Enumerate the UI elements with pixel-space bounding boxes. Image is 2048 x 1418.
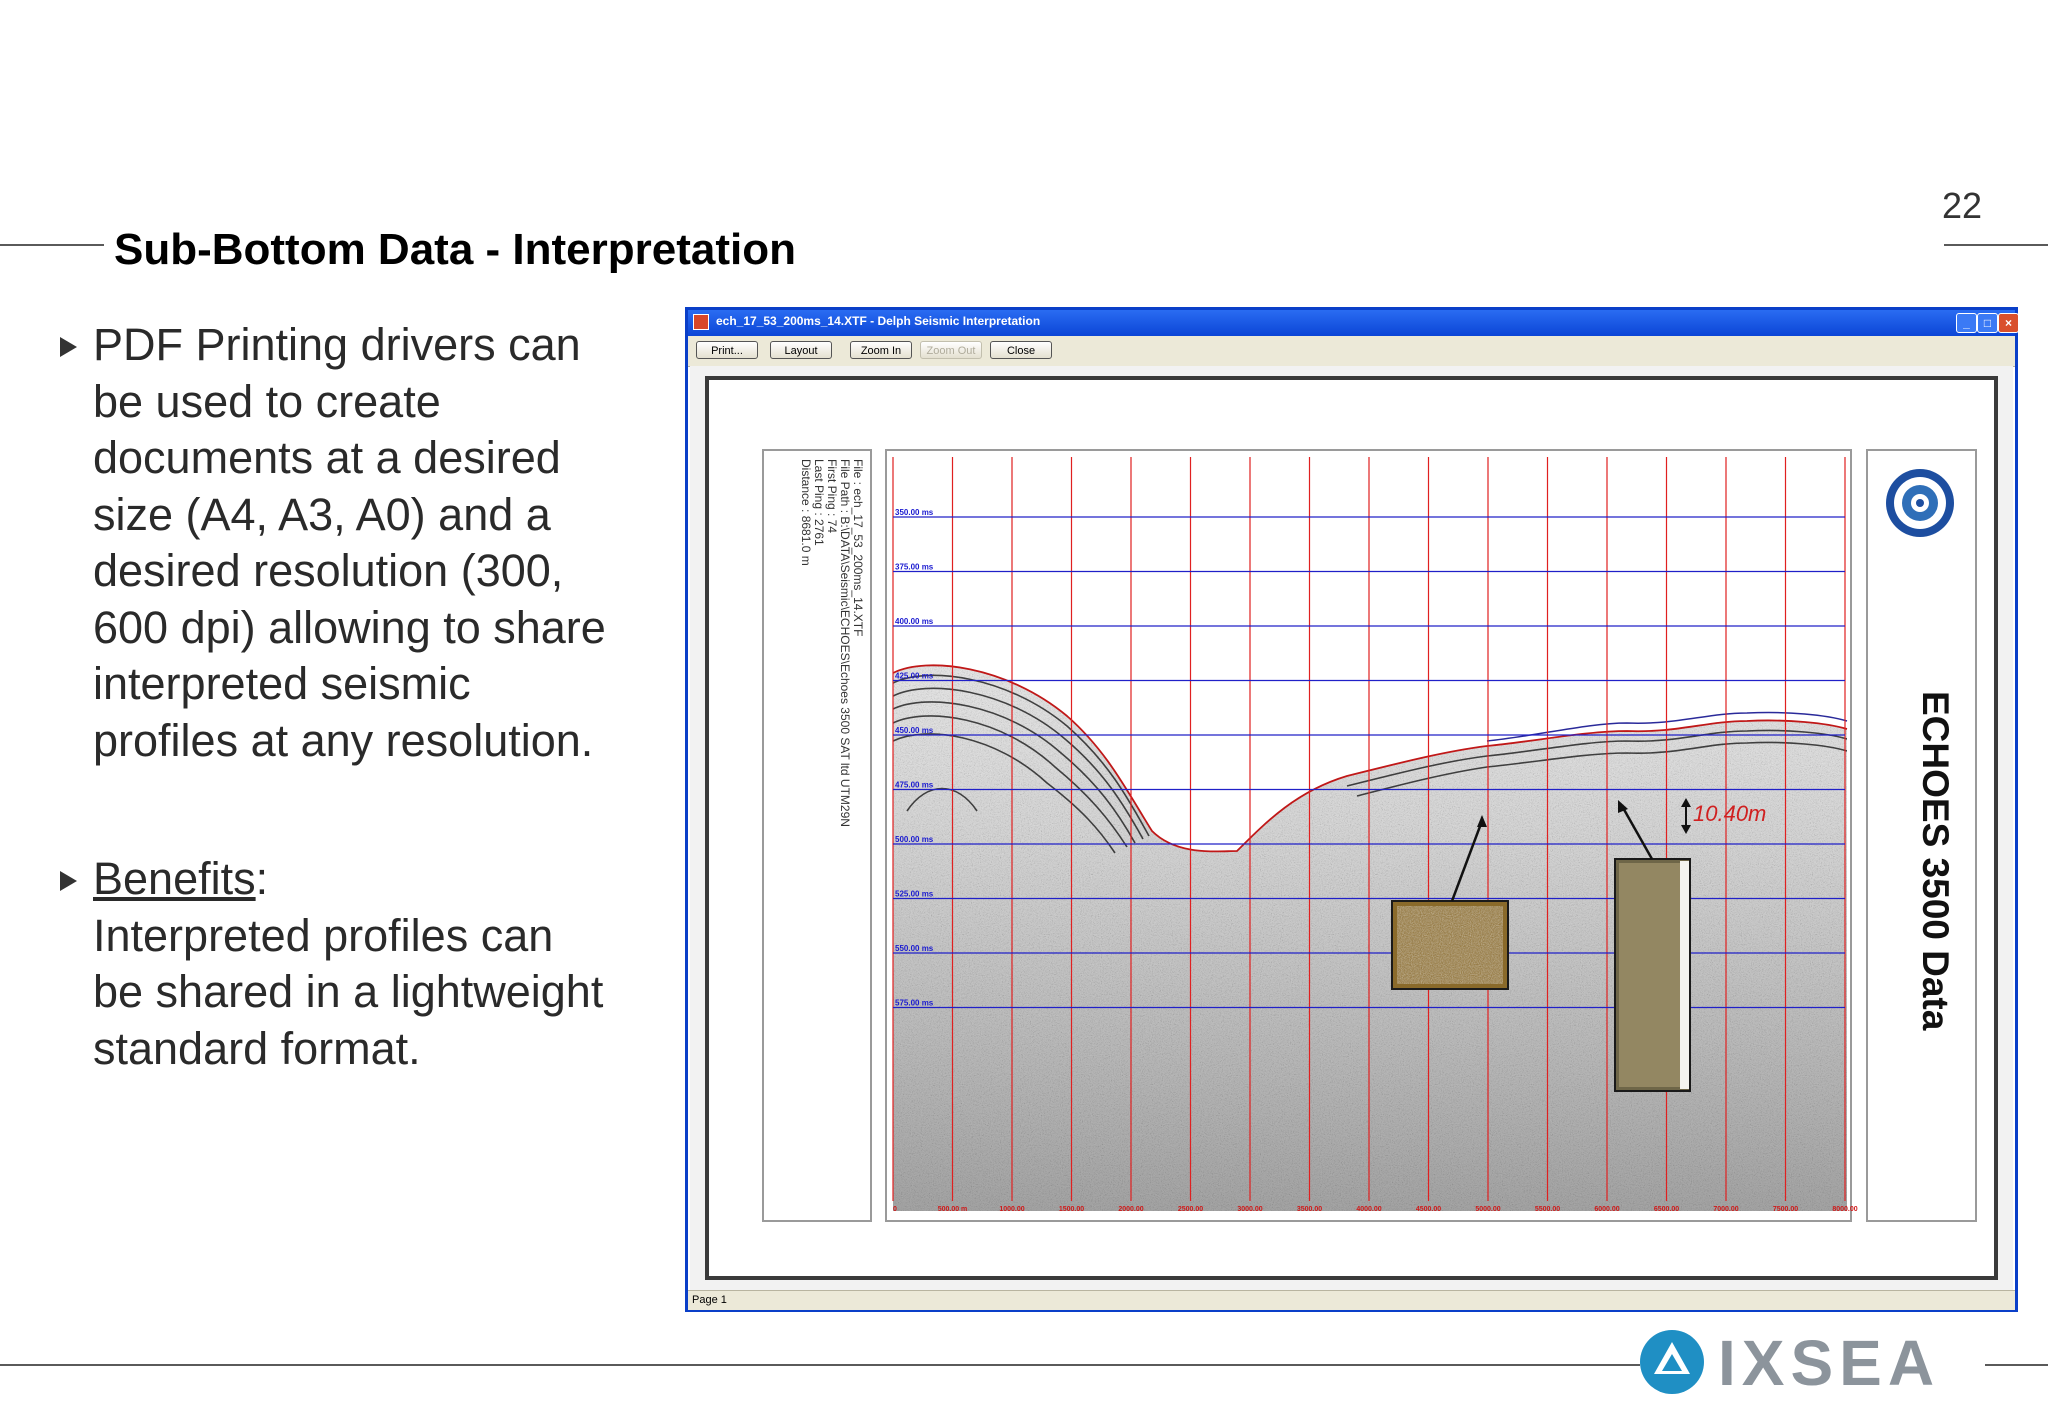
x-tick-label: 2500.00	[1177, 1206, 1204, 1213]
x-tick-label: 5000.00	[1475, 1206, 1501, 1213]
app-icon	[693, 314, 709, 330]
maximize-icon[interactable]: □	[1977, 313, 1998, 333]
file-info-text	[799, 459, 864, 827]
bullet-triangle-icon	[60, 337, 77, 357]
file-info-line: Last Ping : 2761	[812, 459, 826, 546]
y-tick-label: 400.00 ms	[895, 617, 934, 626]
footer-rule-right	[1985, 1364, 2048, 1366]
x-tick-label: 7000.00	[1713, 1206, 1739, 1213]
seismic-app-window	[685, 307, 2018, 1312]
y-tick-label: 475.00 ms	[895, 780, 934, 790]
bullet-line: desired resolution (300,	[93, 545, 564, 596]
y-tick-label: 375.00 ms	[895, 562, 934, 572]
bullet-line: PDF Printing drivers can	[93, 319, 581, 370]
zoom-out-button[interactable]: Zoom Out	[920, 341, 982, 359]
x-tick-label: 3000.00	[1237, 1206, 1263, 1213]
window-titlebar[interactable]	[688, 310, 2015, 336]
x-tick-label: 1000.00	[999, 1206, 1025, 1213]
slide-number: 22	[1942, 185, 1983, 226]
x-tick-label: 8000.00	[1832, 1206, 1858, 1213]
bullet-line: interpreted seismic	[93, 658, 471, 709]
y-tick-label: 350.00 ms	[895, 508, 934, 517]
bullet-printing-drivers	[60, 317, 660, 769]
y-tick-label: 450.00 ms	[895, 726, 934, 735]
benefits-heading: Benefits	[93, 853, 256, 904]
x-tick-label: 5500.00	[1534, 1206, 1561, 1213]
y-tick-label: 550.00 ms	[895, 944, 934, 953]
file-info-block	[762, 449, 872, 1222]
bullet-line: size (A4, A3, A0) and a	[93, 488, 551, 540]
bullet-line: be shared in a lightweight	[93, 966, 604, 1017]
bullet-line: 600 dpi) allowing to share	[93, 601, 606, 653]
file-info-line: Distance : 8681.0 m	[799, 459, 813, 566]
bullet-benefits	[60, 851, 660, 1077]
status-bar	[688, 1290, 2015, 1310]
bullet-text	[93, 317, 660, 769]
ixsea-brand-text: IXSEA	[1718, 1327, 1941, 1399]
window-title: ech_17_53_200ms_14.XTF - Delph Seismic Interpretation	[716, 314, 1041, 328]
survey-title-block	[1866, 449, 1977, 1222]
echoes-data-title: ECHOES 3500 Data	[1915, 691, 1956, 1031]
y-tick-label: 500.00 ms	[895, 835, 934, 844]
title-rule-right	[1944, 244, 2048, 246]
bullet-line: documents at a desired	[93, 432, 561, 483]
file-info-line: File : ech_17_53_200ms_14.XTF	[851, 459, 865, 637]
x-tick-label: 1500.00	[1058, 1206, 1085, 1213]
seismic-profile	[885, 449, 1858, 1222]
x-tick-label: 6000.00	[1594, 1206, 1620, 1213]
x-tick-label: 6500.00	[1653, 1206, 1680, 1213]
printed-page	[705, 376, 1998, 1280]
survey-seal-icon	[1882, 465, 1958, 541]
x-tick-label: 0	[893, 1206, 897, 1213]
bullet-line: profiles at any resolution.	[93, 714, 594, 766]
footer-rule-left	[0, 1364, 1640, 1366]
zoom-in-button[interactable]: Zoom In	[850, 341, 912, 359]
file-info-line: First Ping : 74	[825, 459, 839, 534]
print-button[interactable]: Print...	[696, 341, 758, 359]
slide-title: Sub-Bottom Data - Interpretation	[114, 225, 796, 274]
bullet-line: be used to create	[93, 375, 441, 427]
thickness-annotation: 10.40m	[1693, 801, 1767, 826]
x-tick-label: 3500.00	[1296, 1206, 1323, 1213]
toolbar	[688, 336, 2015, 367]
minimize-icon[interactable]: _	[1956, 313, 1977, 333]
file-info-line: File Path : B:\DATA\Seismic\ECHOES\Echoes 3500 SAT ltd UTM29N	[838, 459, 852, 827]
y-tick-label: 575.00 ms	[895, 998, 934, 1008]
y-tick-label: 525.00 ms	[895, 889, 934, 899]
x-tick-label: 4500.00	[1415, 1206, 1442, 1213]
bullet-line: Interpreted profiles can	[93, 909, 554, 961]
print-preview-area[interactable]	[690, 366, 2013, 1290]
layout-button[interactable]: Layout	[770, 341, 832, 359]
close-icon[interactable]: ×	[1998, 313, 2019, 333]
x-tick-label: 2000.00	[1118, 1206, 1144, 1213]
close-button[interactable]: Close	[990, 341, 1052, 359]
x-tick-label: 4000.00	[1356, 1206, 1382, 1213]
bullet-line: standard format.	[93, 1022, 421, 1074]
ixsea-logo-icon	[1638, 1328, 1706, 1396]
seismic-profile-image	[887, 451, 1858, 1220]
benefits-colon: :	[255, 853, 269, 904]
status-page-label: Page 1	[692, 1294, 727, 1306]
x-tick-label: 7500.00	[1772, 1206, 1799, 1213]
y-tick-label: 425.00 ms	[895, 671, 934, 681]
x-tick-label: 500.00 m	[937, 1206, 968, 1213]
bullet-triangle-icon	[60, 871, 77, 891]
title-rule-left	[0, 244, 104, 246]
bullet-text	[93, 851, 660, 1077]
